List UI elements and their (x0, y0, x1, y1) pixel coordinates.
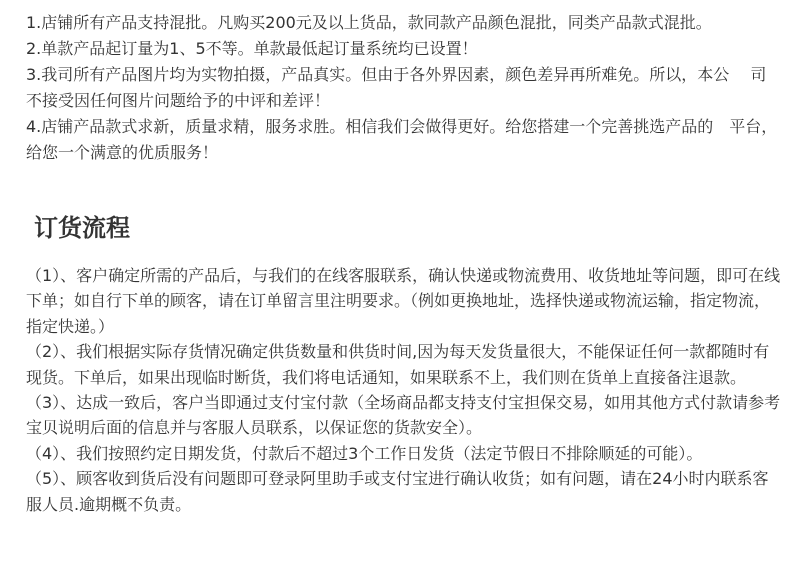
ordering-steps (26, 263, 782, 517)
store-note: 2.单款产品起订量为1、5不等。单款最低起订量系统均已设置！ (26, 39, 478, 58)
ordering-step: （5）、顾客收到货后没有问题即可登录阿里助手或支付宝进行确认收货；如有问题，请在24小时内联系客服人员.逾期概不负责。 (26, 469, 769, 514)
ordering-step: （2）、我们根据实际存货情况确定供货数量和供货时间,因为每天发货量很大，不能保证任何一款都随时有现货。下单后，如果出现临时断货，我们将电话通知，如果联系不上，我们则在货单上直接备注退款。 (26, 342, 770, 387)
store-note: 1.店铺所有产品支持混批。凡购买200元及以上货品，款同款产品颜色混批，同类产品款式混批。 (26, 13, 712, 32)
ordering-step: （4）、我们按照约定日期发货，付款后不超过3个工作日发货（法定节假日不排除顺延的可能）。 (26, 443, 703, 463)
store-note: 4.店铺产品款式求新，质量求精，服务求胜。相信我们会做得更好。给您搭建一个完善挑选产品的 平台，给您一个满意的优质服务！ (26, 117, 778, 162)
store-notes (26, 10, 782, 166)
section-title: 订货流程 (34, 214, 130, 242)
store-note: 3.我司所有产品图片均为实物拍摄，产品真实。但由于各外界因素，颜色差异再所难免。所以，本公 司不接受因任何图片问题给予的中评和差评！ (26, 65, 767, 110)
ordering-step: （1）、客户确定所需的产品后，与我们的在线客服联系，确认快递或物流费用、收货地址等问题，即可在线下单；如自行下单的顾客，请在订单留言里注明要求。（例如更换地址，选择快递或物流运输，指定物流，指定快递。） (26, 266, 781, 336)
ordering-step: （3）、达成一致后，客户当即通过支付宝付款（全场商品都支持支付宝担保交易，如用其他方式付款请参考宝贝说明后面的信息并与客服人员联系，以保证您的货款安全）。 (26, 393, 781, 438)
